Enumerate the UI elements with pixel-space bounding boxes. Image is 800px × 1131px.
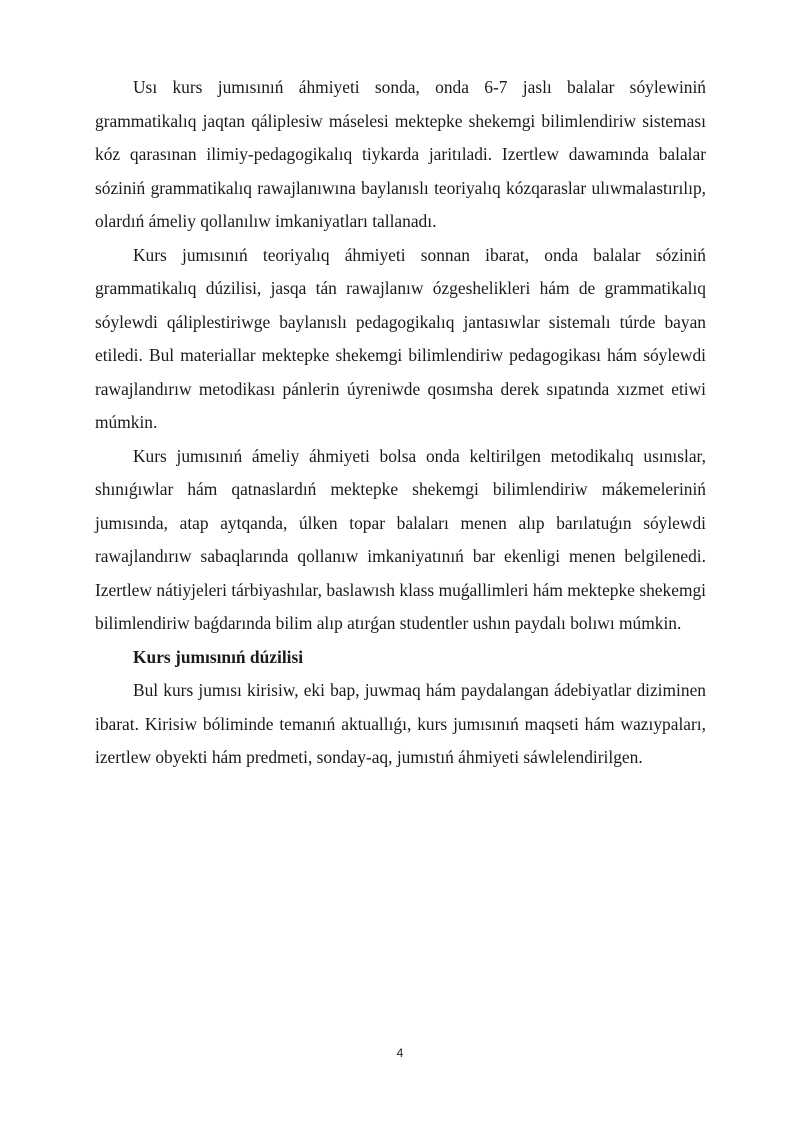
paragraph-theoretical-significance: Kurs jumısınıń teoriyalıq áhmiyeti sonnan ibarat, onda balalar sóziniń grammatikalıq dúzilisi, jasqa tán rawajlanıw ózgeshelikleri hám de grammatikalıq sóylewdi qáliplestiriwge baylanıslı pedagogikalıq jantasıwlar sistemalı túrde bayan etiledi. Bul materiallar mektepke shekemgi bilimlendiriw pedagogikası hám sóylewdi rawajlandırıw metodikası pánlerin úyreniwde qosımsha derek sıpatında xızmet etiwi múmkin. xyxy=(95,244,706,432)
page-number: 4 xyxy=(396,1046,404,1060)
paragraph-significance: Usı kurs jumısınıń áhmiyeti sonda, onda 6-7 jaslı balalar sóylewiniń grammatikalıq jaqtan qáliplesiw máselesi mektepke shekemgi bilimlendiriw sisteması kóz qarasınan ilimiy-pedagogikalıq tiykarda jaritıladi. Izertlew dawamında balalar sóziniń grammatikalıq rawajlanıwına baylanıslı teoriyalıq kózqaraslar ulıwmalastırılıp, olardıń ámeliy qollanılıw imkaniyatları tallanadı. xyxy=(95,77,706,231)
paragraph-structure: Bul kurs jumısı kirisiw, eki bap, juwmaq hám paydalangan ádebiyatlar diziminen ibarat. Kirisiw bóliminde temanıń aktuallıǵı, kurs jumısınıń maqseti hám wazıypaları, izertlew obyekti hám predmeti, sonday-aq, jumıstıń áhmiyeti sáwlelendirilgen. xyxy=(95,680,706,767)
document-body xyxy=(95,71,706,775)
paragraph-practical-significance: Kurs jumısınıń ámeliy áhmiyeti bolsa onda keltirilgen metodikalıq usınıslar, shınıǵıwlar hám qatnaslardıń mektepke shekemgi bilimlendiriw mákemeleriniń jumısında, atap aytqanda, úlken topar balaları menen alıp barılatuǵın sóylewdi rawajlandırıw sabaqlarında qollanıw imkaniyatınıń bar ekenligi menen belgilenedi. Izertlew nátiyjeleri tárbiyashılar, baslawısh klass muǵallimleri hám mektepke shekemgi bilimlendiriw baǵdarında bilim alıp atırǵan studentler ushın paydalı bolıwı múmkin. xyxy=(95,445,706,633)
section-heading: Kurs jumısınıń dúzilisi xyxy=(133,646,304,667)
